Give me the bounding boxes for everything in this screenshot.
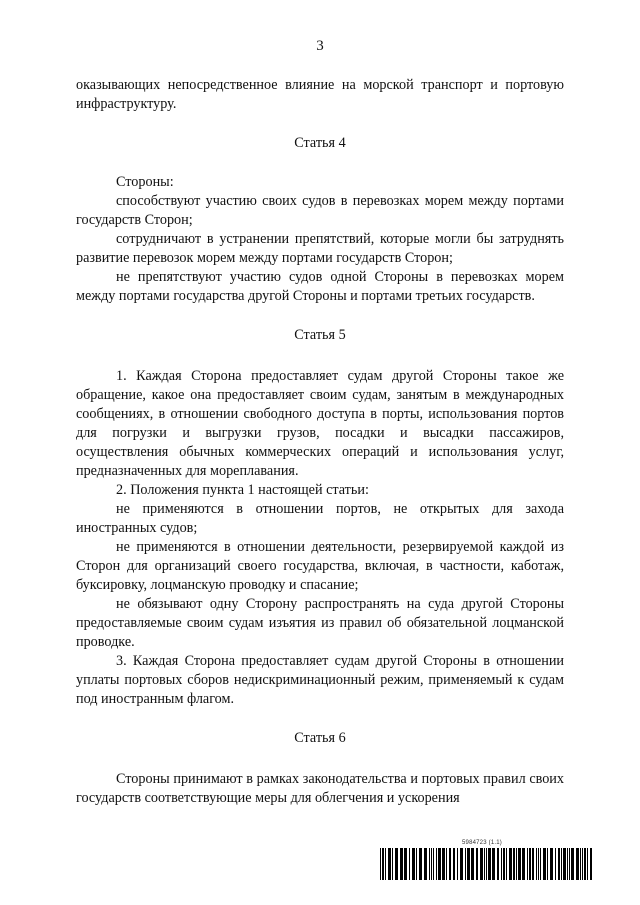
article-4-heading: Статья 4	[294, 135, 346, 151]
article-5-paragraph: 2. Положения пункта 1 настоящей статьи:	[116, 482, 369, 498]
article-4-paragraph: Стороны:	[116, 174, 174, 190]
document-stamp	[380, 840, 595, 880]
article-4-paragraph: сотрудничают в устранении препятствий, которые могли бы затруднять развитие перевозок морем между портами государств Сторон;	[76, 231, 564, 266]
article-5-paragraph: не обязывают одну Сторону распространять на суда другой Стороны предоставляемые своим судам изъятия из правил об обязательной лоцманской проводке.	[76, 596, 564, 650]
article-5-paragraph: 1. Каждая Сторона предоставляет судам другой Стороны такое же обращение, какое она предоставляет своим судам, занятым в международных сообщениях, в отношении свободного доступа в порты, использования портов для погрузки и выгрузки грузов, посадки и высадки пассажиров, осуществления обычных коммерческих операций и использования услуг, предназначенных для мореплавания.	[76, 368, 564, 479]
article-5-heading: Статья 5	[294, 327, 346, 343]
article-6-paragraph: Стороны принимают в рамках законодательства и портовых правил своих государств соответствующие меры для облегчения и ускорения	[76, 771, 564, 806]
intro-paragraph: оказывающих непосредственное влияние на морской транспорт и портовую инфраструктуру.	[76, 77, 564, 112]
document-body	[76, 76, 564, 808]
article-5-paragraph: 3. Каждая Сторона предоставляет судам другой Стороны в отношении уплаты портовых сборов недискриминационный режим, применяемый к судам под иностранным флагом.	[76, 653, 564, 707]
article-4-paragraph: не препятствуют участию судов одной Стороны в перевозках морем между портами государства другой Стороны и портами третьих государств.	[76, 269, 564, 304]
barcode-icon	[380, 848, 595, 880]
page-number: 3	[316, 38, 324, 54]
article-6-heading: Статья 6	[294, 730, 346, 746]
article-5-paragraph: не применяются в отношении портов, не открытых для захода иностранных судов;	[76, 501, 564, 536]
stamp-code: 5984723 (1.1)	[462, 840, 502, 846]
article-5-paragraph: не применяются в отношении деятельности, резервируемой каждой из Сторон для организаций своего государства, включая, в частности, каботаж, буксировку, лоцманскую проводку и спасание;	[76, 539, 564, 593]
article-4-paragraph: способствуют участию своих судов в перевозках морем между портами государств Сторон;	[76, 193, 564, 228]
